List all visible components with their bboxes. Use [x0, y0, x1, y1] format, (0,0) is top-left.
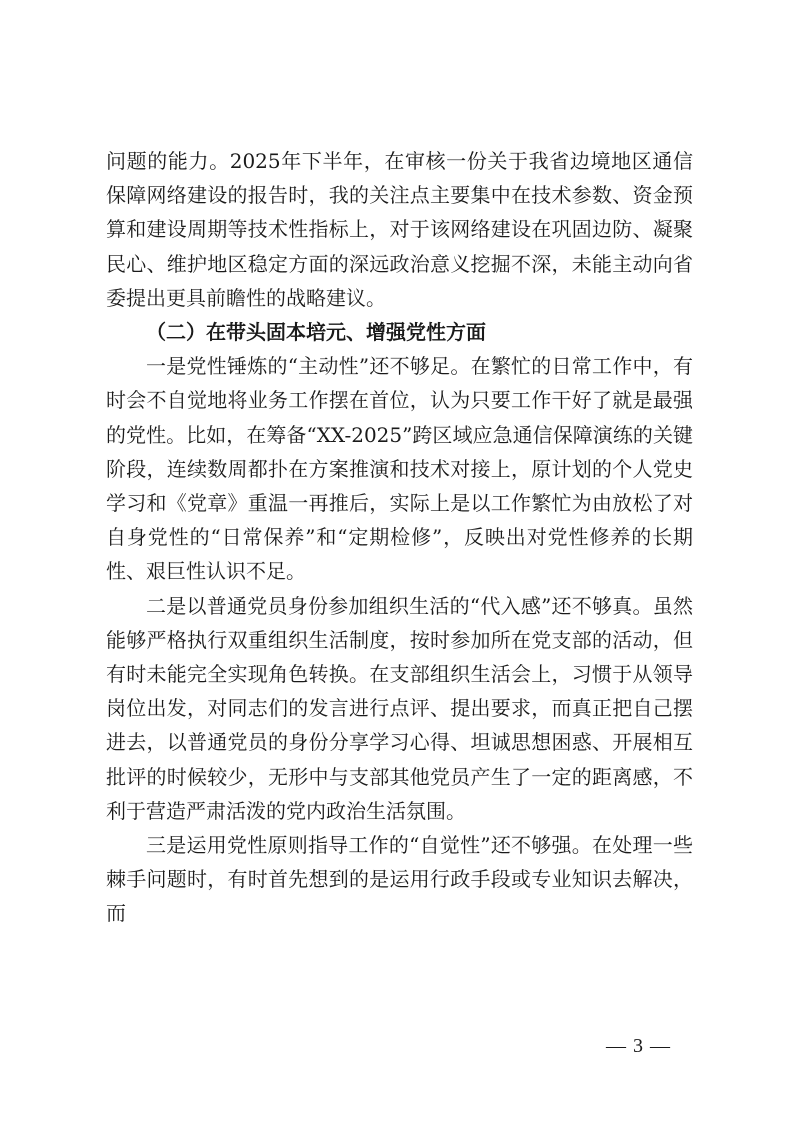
paragraph-continuation: 问题的能力。2025年下半年，在审核一份关于我省边境地区通信保障网络建设的报告时，我的关注点主要集中在技术参数、资金预算和建设周期等技术性指标上，对于该网络建设在巩固边防、凝聚民心、维护地区稳定方面的深远政治意义挖掘不深，未能主动向省委提出更具前瞻性的战略建议。: [106, 149, 693, 310]
paragraph: 三是运用党性原则指导工作的“自觉性”还不够强。在处理一些棘手问题时，有时首先想到的是运用行政手段或专业知识去解决，而: [106, 833, 693, 926]
paragraph: 一是党性锤炼的“主动性”还不够足。在繁忙的日常工作中，有时会不自觉地将业务工作摆在首位，认为只要工作干好了就是最强的党性。比如，在筹备“XX-2025”跨区域应急通信保障演练的关键阶段，连续数周都扑在方案推演和技术对接上，原计划的个人党史学习和《党章》重温一再推后，实际上是以工作繁忙为由放松了对自身党性的“日常保养”和“定期检修”，反映出对党性修养的长期性、艰巨性认识不足。: [106, 354, 693, 584]
page-number: — 3 —: [606, 1035, 671, 1057]
body-text: [106, 144, 693, 931]
section-heading: （二）在带头固本培元、增强党性方面: [146, 320, 486, 345]
paragraph: 二是以普通党员身份参加组织生活的“代入感”还不够真。虽然能够严格执行双重组织生活制度，按时参加所在党支部的活动，但有时未能完全实现角色转换。在支部组织生活会上，习惯于从领导岗位出发，对同志们的发言进行点评、提出要求，而真正把自己摆进去，以普通党员的身份分享学习心得、坦诚思想困惑、开展相互批评的时候较少，无形中与支部其他党员产生了一定的距离感，不利于营造严肃活泼的党内政治生活氛围。: [106, 593, 693, 823]
